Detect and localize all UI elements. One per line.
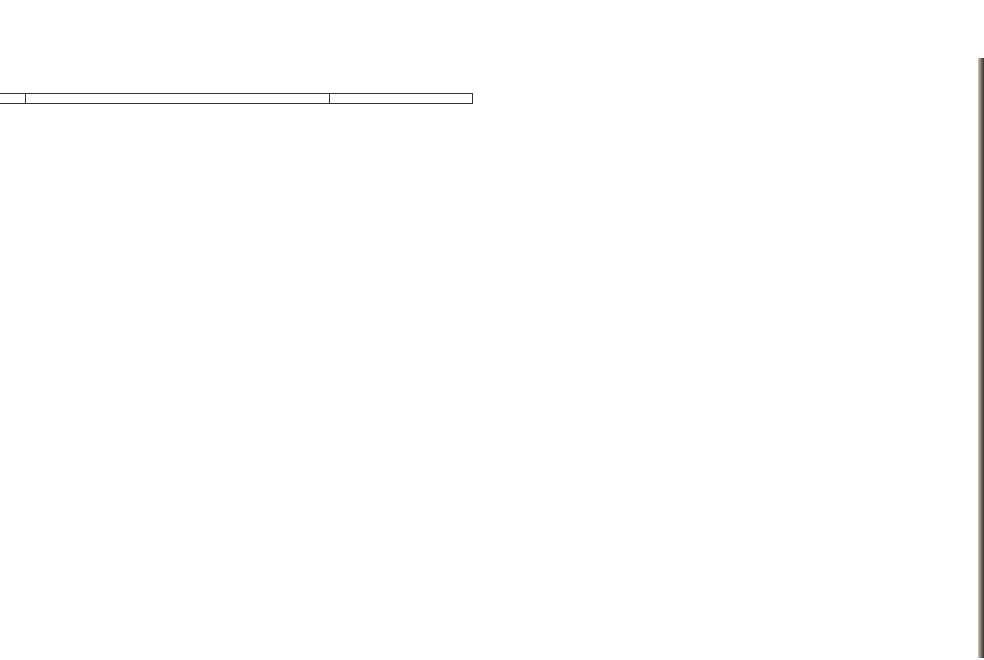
scan-edge <box>978 58 984 658</box>
table-caption-row <box>0 84 473 93</box>
header-class <box>0 93 25 103</box>
table-header-row <box>0 93 473 103</box>
header-price <box>330 93 473 103</box>
header-book <box>25 93 329 103</box>
price-table-left <box>0 84 473 104</box>
table-caption <box>25 84 472 93</box>
